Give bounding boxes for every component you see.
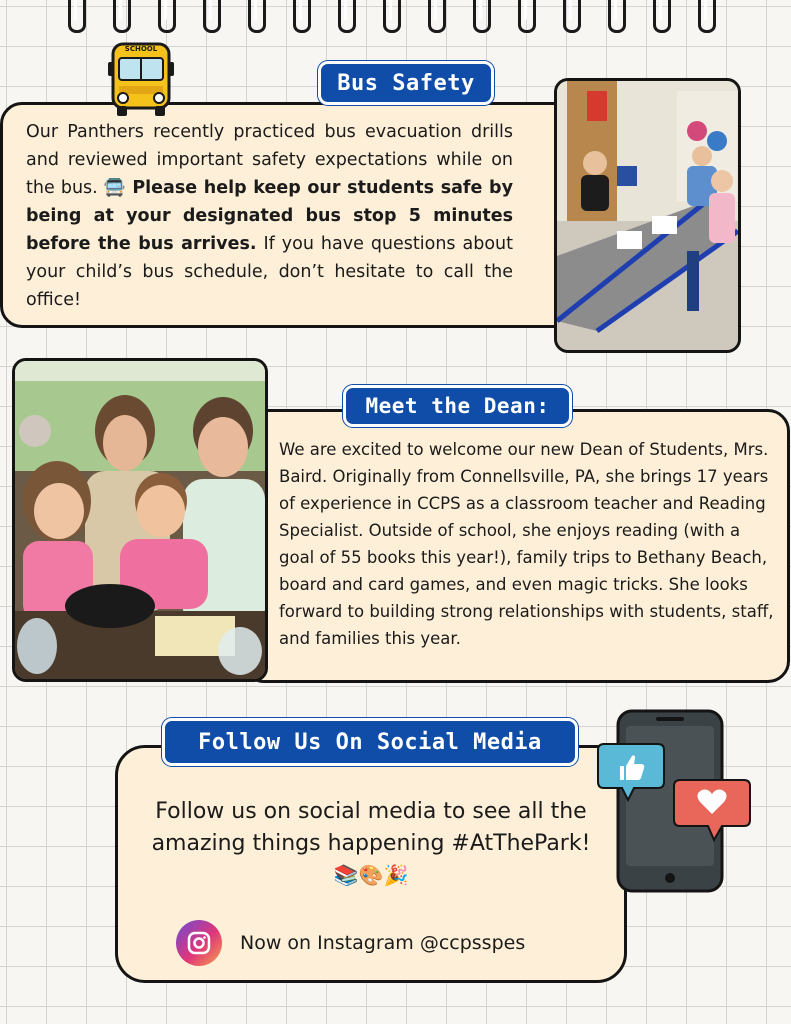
social-emojis: 📚🎨🎉 — [333, 863, 409, 887]
instagram-link[interactable] — [176, 918, 556, 968]
instagram-text: Now on Instagram @ccpsspes — [240, 932, 526, 954]
social-text — [130, 796, 612, 890]
meet-dean-text: We are excited to welcome our new Dean of Students, Mrs. Baird. Originally from Connellsville, PA, she brings 17 years of experience in CCPS as a classroom teacher and Reading Specialist. Outside of school, she enjoys reading (with a goal of 55 books this year!), family trips to Bethany Beach, board and card games, and even magic tricks. She looks forward to building strong relationships with students, staff, and families this year. — [279, 440, 774, 648]
meet-dean-title: Meet the Dean: — [343, 385, 572, 427]
bus-sign-label: SCHOOL — [124, 45, 158, 53]
social-line-1: Follow us on social media to see all the — [155, 799, 587, 824]
school-bus-icon — [103, 40, 179, 118]
instagram-icon — [176, 920, 222, 966]
social-title: Follow Us On Social Media — [162, 718, 578, 766]
dean-family-photo — [12, 358, 268, 682]
classroom-photo — [554, 78, 741, 353]
spiral-binding — [0, 0, 791, 36]
bus-safety-text: Our Panthers recently practiced bus evacuation drills and reviewed important safety expectations while on the bus. 🚍 Please help keep our students safe by being at your designated bus stop 5 minutes before the bus arrives. If you have questions about your child’s bus schedule, don’t hesitate to call the office! — [26, 122, 513, 310]
phone-social-icon — [594, 708, 756, 896]
social-line-2: amazing things happening #AtThePark! — [151, 831, 591, 856]
bus-safety-title: Bus Safety — [318, 61, 494, 105]
